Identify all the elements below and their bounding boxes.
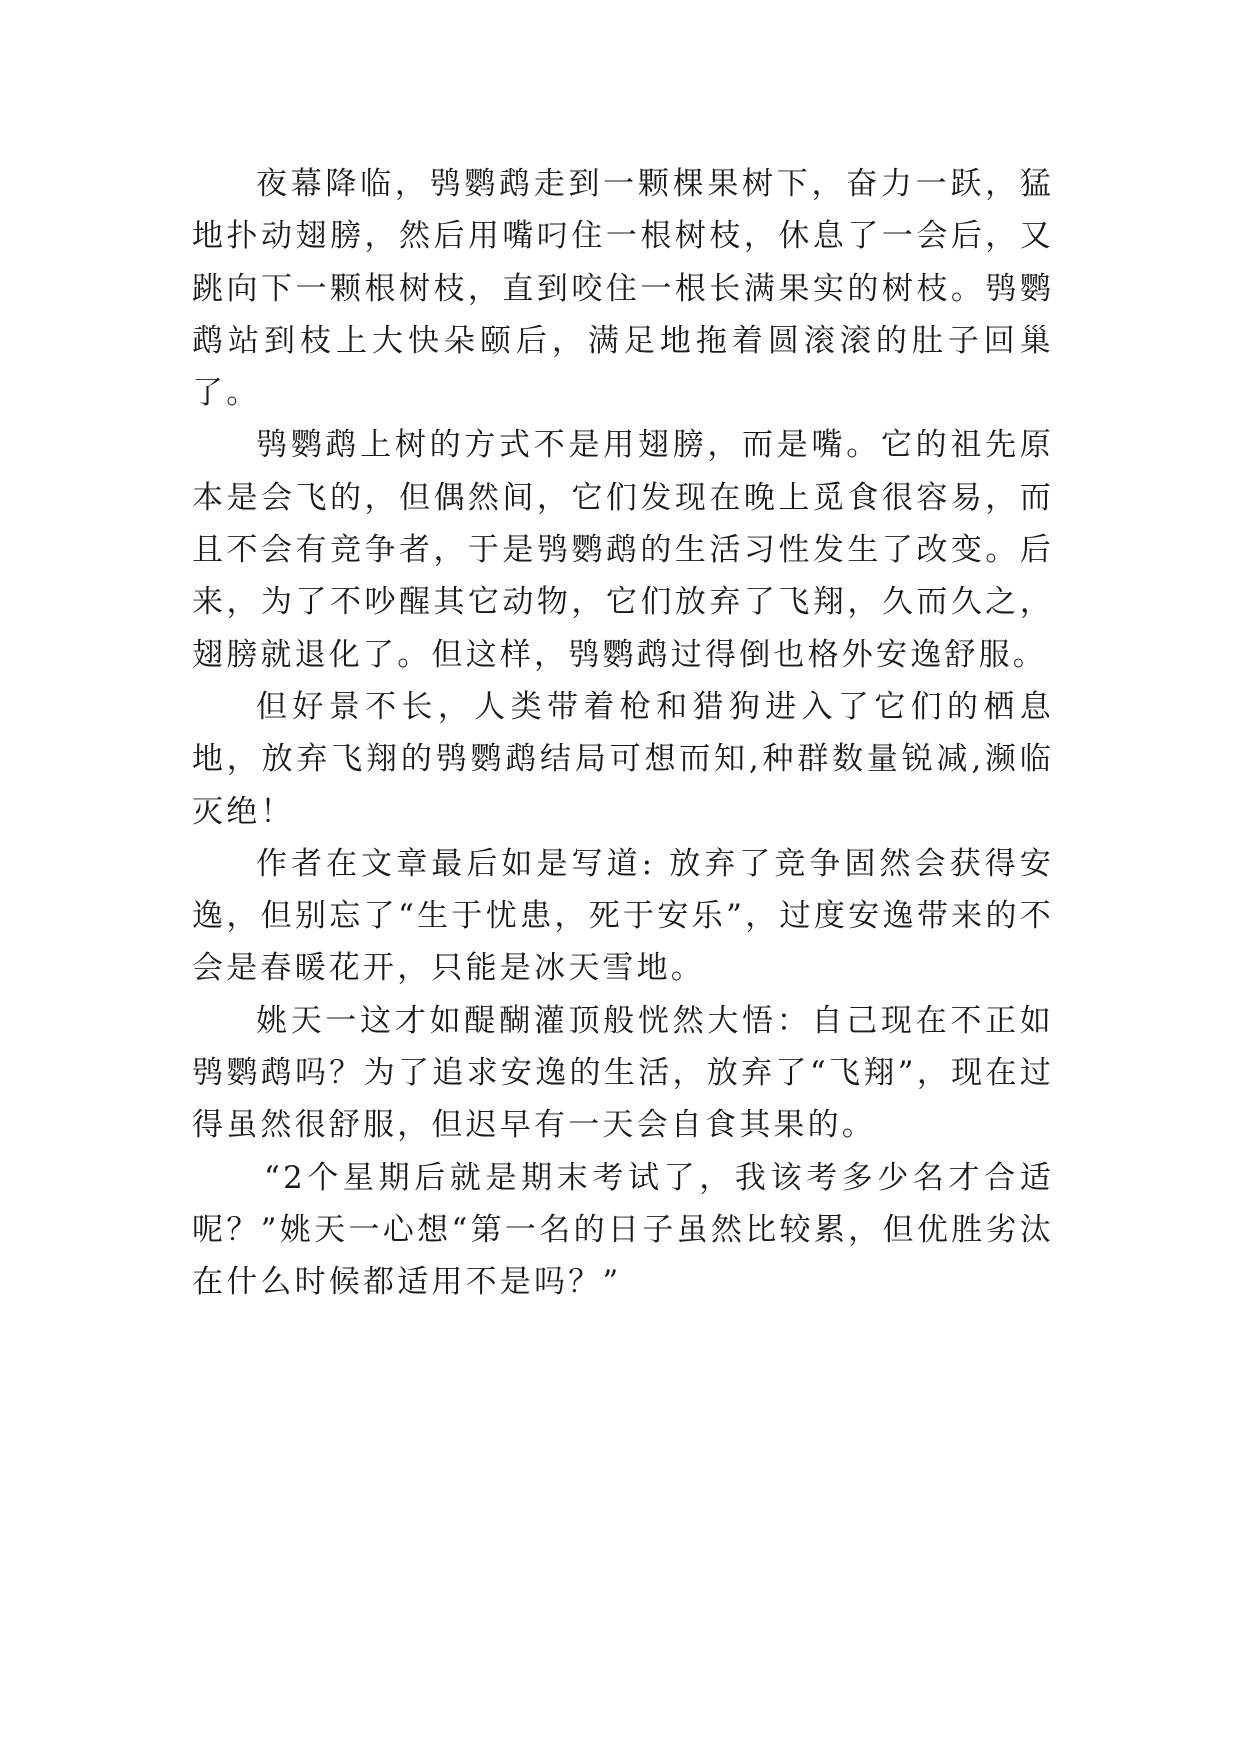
paragraph-5: 姚天一这才如醍醐灌顶般恍然大悟：自己现在不正如鸮鹦鹉吗？为了追求安逸的生活，放弃了“飞翔”，现在过得虽然很舒服，但迟早有一天会自食其果的。 — [192, 1002, 1054, 1144]
paragraph-6: “2个星期后就是期末考试了，我该考多少名才合适呢？”姚天一心想“第一名的日子虽然比较累，但优胜劣汰在什么时候都适用不是吗？” — [192, 1159, 1054, 1301]
document-body — [192, 158, 1054, 1309]
paragraph-1: 夜幕降临，鸮鹦鹉走到一颗棵果树下，奋力一跃，猛地扑动翅膀，然后用嘴叼住一根树枝，休息了一会后，又跳向下一颗根树枝，直到咬住一根长满果实的树枝。鸮鹦鹉站到枝上大快朵颐后，满足地拖着圆滚滚的肚子回巢了。 — [192, 166, 1054, 412]
paragraph-3: 但好景不长，人类带着枪和猎狗进入了它们的栖息地，放弃飞翔的鸮鹦鹉结局可想而知,种群数量锐减,濒临灭绝！ — [192, 688, 1054, 830]
paragraph-4: 作者在文章最后如是写道: 放弃了竞争固然会获得安逸，但别忘了“生于忧患，死于安乐”，过度安逸带来的不会是春暖花开，只能是冰天雪地。 — [192, 845, 1054, 987]
paragraph-2: 鸮鹦鹉上树的方式不是用翅膀，而是嘴。它的祖先原本是会飞的，但偶然间，它们发现在晚上觅食很容易，而且不会有竞争者，于是鸮鹦鹉的生活习性发生了改变。后来，为了不吵醒其它动物，它们放弃了飞翔，久而久之，翅膀就退化了。但这样，鸮鹦鹉过得倒也格外安逸舒服。 — [192, 427, 1054, 673]
